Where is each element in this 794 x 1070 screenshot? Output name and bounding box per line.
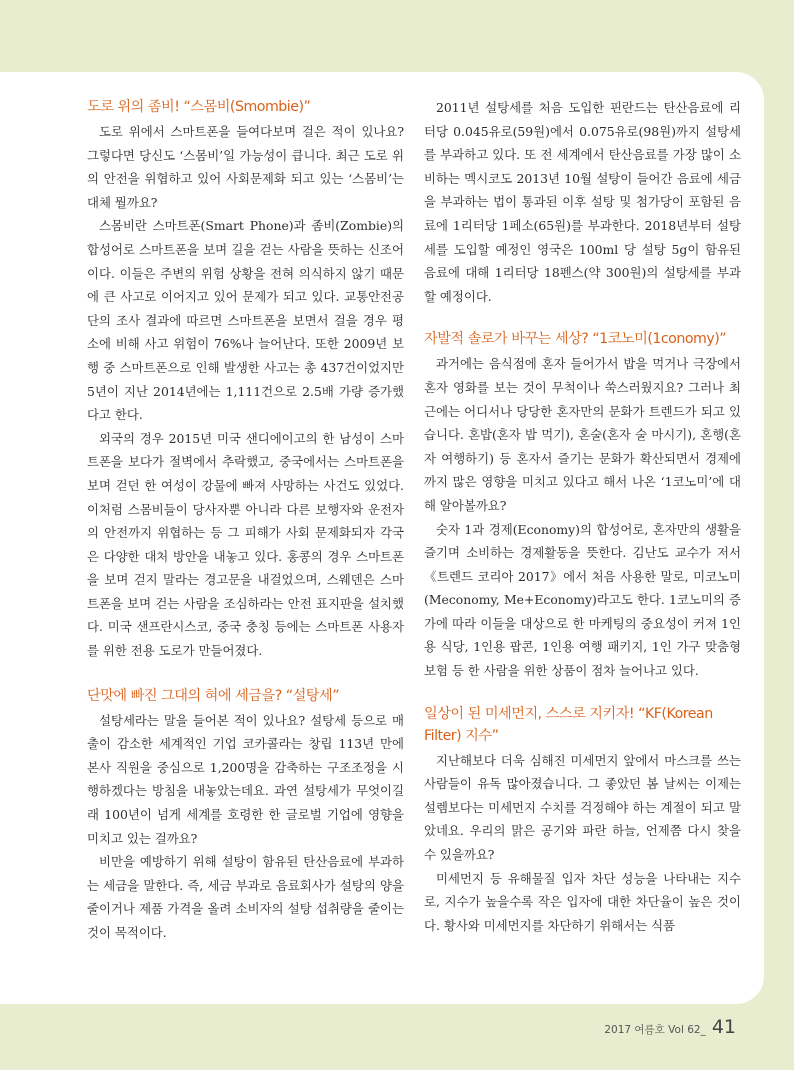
section-spacer bbox=[87, 663, 404, 685]
paragraph: 스몸비란 스마트폰(Smart Phone)과 좀비(Zombie)의 합성어로 스마트폰을 보며 길을 걷는 사람을 뜻하는 신조어이다. 이들은 주변의 위험 상황을 전혀 의식하지 않기 때문에 큰 사고로 이어지고 있어 문제가 되고 있다. 교통안전공단의 조사 결과에 따르면 스마트폰을 보면서 걸을 경우 평소에 비해 사고 위험이 76%나 늘어난다. 또한 2009년 보행 중 스마트폰으로 인해 발생한 사고는 총 437건이었지만 5년이 지난 2014년에는 1,111건으로 2.5배 가량 증가했다고 한다. bbox=[87, 218, 404, 423]
section-title-kf-index: 일상이 된 미세먼지, 스스로 지키자! “KF(Korean Filter) 지수” bbox=[424, 705, 713, 744]
section-spacer bbox=[424, 308, 741, 328]
paragraph: 2011년 설탕세를 처음 도입한 핀란드는 탄산음료에 리터당 0.045유로(59원)에서 0.075유로(98원)까지 설탕세를 부과하고 있다. 또 전 세계에서 탄산음료를 가장 많이 소비하는 멕시코도 2013년 10월 설탕이 들어간 음료에 세금을 부과하는 법이 통과된 이후 설탕 및 첨가당이 포함된 음료에 1리터당 1페소(65원)를 부과한다. 2018년부터 설탕세를 도입할 예정인 영국은 100ml 당 설탕 5g이 함유된 음료에 대해 1리터당 18펜스(약 300원)의 설탕세를 부과할 예정이다. bbox=[424, 100, 741, 304]
right-column bbox=[424, 96, 741, 937]
left-column bbox=[87, 96, 404, 945]
paragraph: 설탕세라는 말을 들어본 적이 있나요? 설탕세 등으로 매출이 감소한 세계적인 기업 코카콜라는 창립 113년 만에 본사 직원을 중심으로 1,200명을 감축하는 구조조정을 시행하겠다는 방침을 내놓았는데요. 과연 설탕세가 무엇이길래 100년이 넘게 세계를 호령한 한 글로벌 기업에 영향을 미치고 있는 걸까요? bbox=[87, 712, 404, 846]
paragraph: 도로 위에서 스마트폰을 들여다보며 걸은 적이 있나요? 그렇다면 당신도 ‘스몸비’일 가능성이 큽니다. 최근 도로 위의 안전을 위협하고 있어 사회문제화 되고 있는 ‘스몸비’는 대체 뭘까요? bbox=[87, 124, 404, 210]
paragraph: 지난해보다 더욱 심해진 미세먼지 앞에서 마스크를 쓰는 사람들이 유독 많아졌습니다. 그 좋았던 봄 날씨는 이제는 설렘보다는 미세먼지 수치를 걱정해야 하는 계절이 되고 말았네요. 우리의 맑은 공기와 파란 하늘, 언제쯤 다시 찾을 수 있을까요? bbox=[424, 752, 741, 863]
paragraph: 과거에는 음식점에 혼자 들어가서 밥을 먹거나 극장에서 혼자 영화를 보는 것이 무척이나 쑥스러웠지요? 그러나 최근에는 어디서나 당당한 혼자만의 문화가 트렌드가 되고 있습니다. 혼밥(혼자 밥 먹기), 혼술(혼자 술 마시기), 혼행(혼자 여행하기) 등 혼자서 즐기는 문화가 확산되면서 경제에까지 많은 영향을 미치고 있다고 해서 나온 ‘1코노미’에 대해 알아볼까요? bbox=[424, 356, 741, 513]
section-title-smombie: 도로 위의 좀비! “스몸비(Smombie)” bbox=[87, 99, 311, 115]
section-spacer bbox=[424, 683, 741, 703]
paragraph: 미세먼지 등 유해물질 입자 차단 성능을 나타내는 지수로, 지수가 높을수록 작은 입자에 대한 차단율이 높은 것이다. 황사와 미세먼지를 차단하기 위해서는 식품 bbox=[424, 870, 741, 933]
section-title-sugar-tax: 단맛에 빠진 그대의 혀에 세금을? “설탕세” bbox=[87, 687, 340, 704]
page-number: 41 bbox=[711, 1016, 736, 1038]
page-footer bbox=[604, 1016, 736, 1038]
paragraph: 외국의 경우 2015년 미국 샌디에이고의 한 남성이 스마트폰을 보다가 절벽에서 추락했고, 중국에서는 스마트폰을 보며 걷던 한 여성이 강물에 빠져 사망하는 사건도 있었다. 이처럼 스몸비들이 당사자뿐 아니라 다른 보행자와 운전자의 안전까지 위협하는 등 그 피해가 사회 문제화되자 각국은 다양한 대처 방안을 내놓고 있다. 홍콩의 경우 스마트폰을 보며 걷지 말라는 경고문을 내걸었으며, 스웨덴은 스마트폰을 보며 걷는 사람을 조심하라는 안전 표지판을 설치했다. 미국 샌프란시스코, 중국 충칭 등에는 스마트폰 사용자를 위한 전용 도로가 만들어졌다. bbox=[87, 430, 404, 659]
section-title-1conomy: 자발적 솔로가 바꾸는 세상? “1코노미(1conomy)” bbox=[424, 331, 727, 348]
paragraph: 비만을 예방하기 위해 설탕이 함유된 탄산음료에 부과하는 세금을 말한다. 즉, 세금 부과로 음료회사가 설탕의 양을 줄이거나 제품 가격을 올려 소비자의 설탕 섭취량을 줄이는 것이 목적이다. bbox=[87, 854, 404, 940]
paragraph: 숫자 1과 경제(Economy)의 합성어로, 혼자만의 생활을 즐기며 소비하는 경제활동을 뜻한다. 김난도 교수가 저서 《트렌드 코리아 2017》에서 처음 사용한 말로, 미코노미(Meconomy, Me+Economy)라고도 한다. 1코노미의 증가에 따라 이들을 대상으로 한 마케팅의 중요성이 커져 1인용 식당, 1인용 팝콘, 1인용 여행 패키지, 1인 가구 맞춤형 보험 등 한 사람을 위한 상품이 점차 늘어나고 있다. bbox=[424, 521, 741, 679]
issue-label: 2017 여름호 Vol 62_ bbox=[604, 1024, 706, 1036]
